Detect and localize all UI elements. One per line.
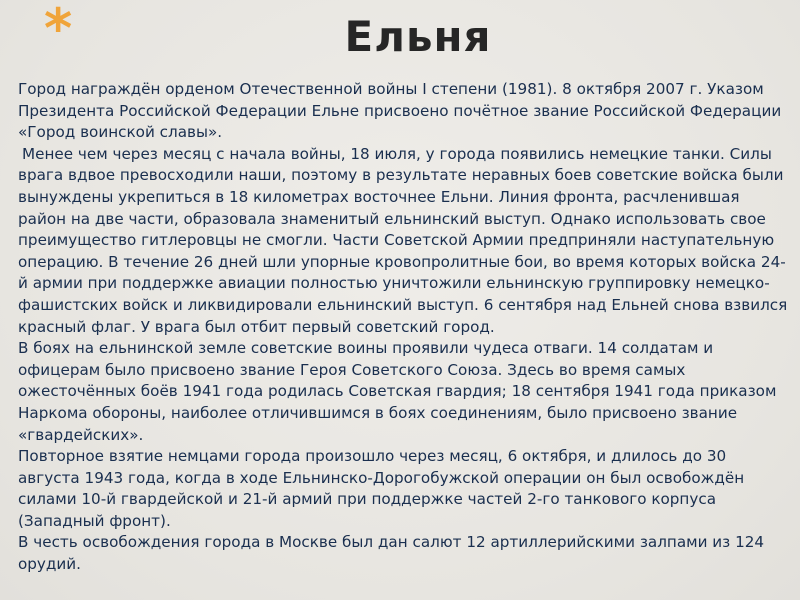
paragraph-salute: В честь освобождения города в Москве был дан салют 12 артиллерийскими залпами из 124 орудий. xyxy=(18,533,765,574)
asterisk-bullet-icon: * xyxy=(44,0,73,60)
paragraph-1941-battles: Менее чем через месяц с начала войны, 18 июля, у города появились немецкие танки. Силы врага вдвое превосходили наши, поэтому в результате неравных боев советские войска были вынуждены укрепиться в 18 километрах восточнее Ельни. Линия фронта, расчленившая район на две части, образовала знаменитый ельнинский выступ. Однако использовать свое преимущество гитлеровцы не смогли. Части Советской Армии предприняли наступательную операцию. В течение 26 дней шли упорные кровопролитные бои, во время которых войска 24-й армии при поддержке авиации полностью уничтожили ельнинскую группировку немецко-фашистских войск и ликвидировали ельнинский выступ. 6 сентября над Ельней снова взвился красный флаг. У врага был отбит первый советский город. xyxy=(18,144,788,336)
paragraph-guard: В боях на ельнинской земле советские воины проявили чудеса отваги. 14 солдатам и офицерам было присвоено звание Героя Советского Союза. Здесь во время самых ожесточённых боёв 1941 года родилась Советская гвардия; 18 сентября 1941 года приказом Наркома обороны, наиболее отличившимся в боях соединениям, было присвоено звание «гвардейских». xyxy=(18,339,777,444)
paragraph-awards: Город награждён орденом Отечественной войны I степени (1981). 8 октября 2007 г. Указом Президента Российской Федерации Ельне присвоено почётное звание Российской Федерации «Город воинской славы». xyxy=(18,80,782,142)
paragraph-liberation: Повторное взятие немцами города произошло через месяц, 6 октября, и длилось до 30 августа 1943 года, когда в ходе Ельнинско-Дорогобужской операции он был освобождён силами 10-й гвардейской и 21-й армий при поддержке частей 2-го танкового корпуса (Западный фронт). xyxy=(18,447,745,530)
slide-title: Ельня xyxy=(344,12,492,61)
slide-body xyxy=(18,79,788,576)
